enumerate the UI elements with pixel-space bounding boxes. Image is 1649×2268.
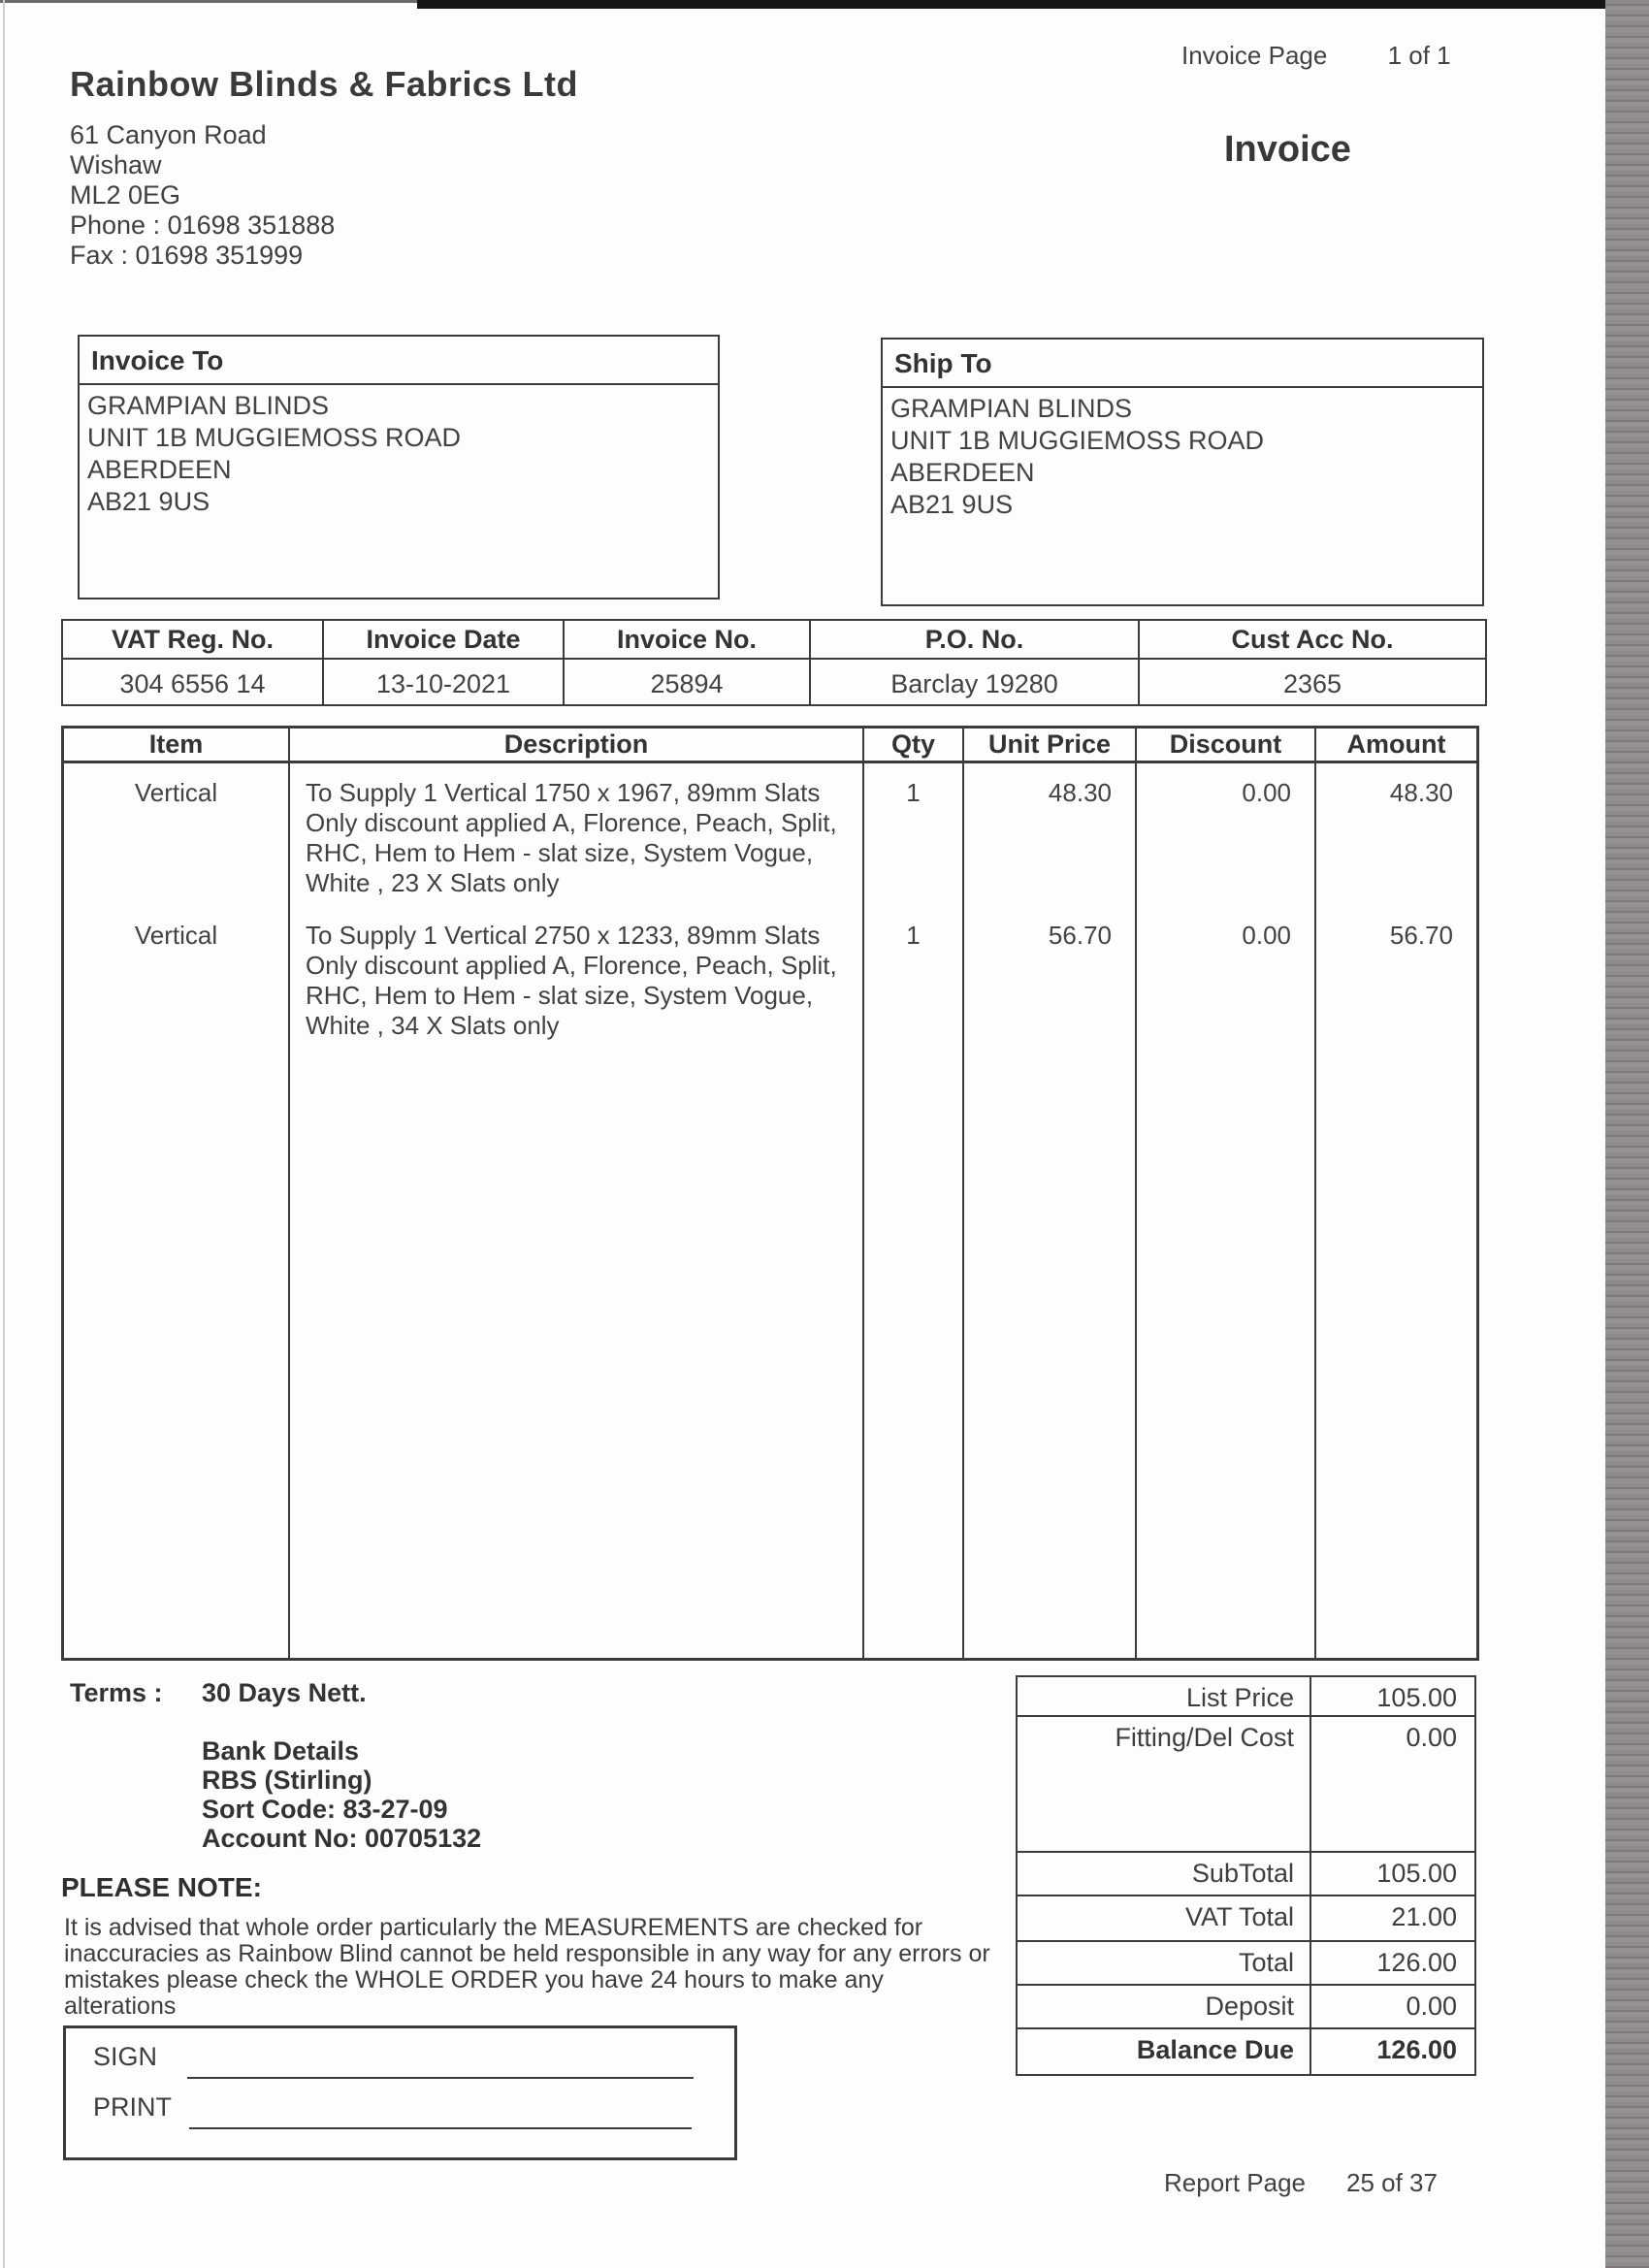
bank-details-heading: Bank Details xyxy=(202,1736,360,1766)
invoice-to-line: ABERDEEN xyxy=(87,455,232,484)
ship-to-line: UNIT 1B MUGGIEMOSS ROAD xyxy=(890,426,1265,455)
company-header xyxy=(70,64,578,271)
please-note-line: mistakes please check the WHOLE ORDER you have 24 hours to make any alterations xyxy=(64,1966,884,2020)
description-cell xyxy=(290,763,864,906)
qty-cell: 1 xyxy=(864,906,964,1049)
sign-line[interactable] xyxy=(187,2077,694,2079)
totals-row-total xyxy=(1018,1942,1474,1986)
items-filler-cell xyxy=(1137,1049,1316,1658)
company-address xyxy=(70,120,578,271)
scan-edge-left-line xyxy=(3,0,5,2268)
totals-row-vat-total xyxy=(1018,1896,1474,1942)
items-header-unit-price: Unit Price xyxy=(964,729,1137,763)
totals-value: 126.00 xyxy=(1376,2035,1457,2064)
scan-edge-top-thin xyxy=(0,0,446,3)
totals-row-list-price xyxy=(1018,1677,1474,1717)
invoice-to-line: AB21 9US xyxy=(87,487,210,516)
company-phone: Phone : 01698 351888 xyxy=(70,211,336,240)
ship-to-line: ABERDEEN xyxy=(890,458,1035,487)
scan-edge-right-strip xyxy=(1605,0,1649,2268)
items-filler-cell xyxy=(964,1049,1137,1658)
invoice-to-address xyxy=(80,385,718,518)
invoice-page-value: 1 of 1 xyxy=(1387,41,1451,70)
company-address-line: Wishaw xyxy=(70,150,162,179)
line-items-table xyxy=(61,726,1479,1661)
company-name: Rainbow Blinds & Fabrics Ltd xyxy=(70,64,579,104)
description-line: White , 23 X Slats only xyxy=(306,868,560,897)
totals-label: Deposit xyxy=(1018,1986,1311,2027)
totals-label: Total xyxy=(1018,1942,1311,1984)
invoice-info-table xyxy=(61,619,1487,706)
items-filler-cell xyxy=(290,1049,864,1658)
company-address-line: ML2 0EG xyxy=(70,180,181,210)
totals-label: Balance Due xyxy=(1018,2029,1311,2074)
totals-label: VAT Total xyxy=(1018,1896,1311,1940)
sign-label: SIGN xyxy=(93,2042,158,2071)
amount-cell: 56.70 xyxy=(1389,921,1453,950)
invoice-to-line: GRAMPIAN BLINDS xyxy=(87,391,330,420)
company-fax: Fax : 01698 351999 xyxy=(70,241,304,270)
info-header-vat: VAT Reg. No. xyxy=(63,621,324,660)
description-line: Only discount applied A, Florence, Peach, Split, xyxy=(306,808,837,837)
items-header-description: Description xyxy=(290,729,864,763)
ship-to-label: Ship To xyxy=(883,340,1482,388)
items-header-qty: Qty xyxy=(864,729,964,763)
item-cell: Vertical xyxy=(64,763,290,906)
unit-price-cell: 56.70 xyxy=(964,906,1137,1049)
description-line: White , 34 X Slats only xyxy=(306,1011,560,1040)
report-page-label: Report Page xyxy=(1164,2168,1306,2197)
info-header-date: Invoice Date xyxy=(324,621,565,660)
bank-sort-code: Sort Code: 83-27-09 xyxy=(202,1795,448,1824)
info-value-vat: 304 6556 14 xyxy=(63,660,324,704)
info-value-cust-acc: 2365 xyxy=(1282,668,1342,698)
info-value-date: 13-10-2021 xyxy=(324,660,565,704)
please-note-line: It is advised that whole order particularly the MEASUREMENTS are checked for xyxy=(64,1914,923,1941)
discount-cell: 0.00 xyxy=(1137,763,1316,906)
ship-to-line: GRAMPIAN BLINDS xyxy=(890,394,1133,423)
bank-name: RBS (Stirling) xyxy=(202,1766,372,1795)
description-line: To Supply 1 Vertical 1750 x 1967, 89mm Slats xyxy=(306,778,821,807)
totals-box xyxy=(1016,1675,1476,2076)
items-header-amount: Amount xyxy=(1316,729,1476,763)
ship-to-line: AB21 9US xyxy=(890,490,1014,519)
info-header-invoice-no: Invoice No. xyxy=(565,621,811,660)
ship-to-box xyxy=(881,338,1484,606)
totals-value: 105.00 xyxy=(1376,1859,1457,1888)
description-line: Only discount applied A, Florence, Peach, Split, xyxy=(306,951,837,980)
print-label: PRINT xyxy=(93,2092,172,2122)
description-cell xyxy=(290,906,864,1049)
please-note-text xyxy=(64,1915,995,2020)
terms-label: Terms : xyxy=(70,1678,163,1707)
qty-cell: 1 xyxy=(864,763,964,906)
company-address-line: 61 Canyon Road xyxy=(70,120,267,149)
terms-value: 30 Days Nett. xyxy=(202,1678,367,1707)
invoice-page-indicator xyxy=(1181,41,1451,71)
totals-row-subtotal xyxy=(1018,1853,1474,1896)
totals-value: 0.00 xyxy=(1406,1992,1457,2021)
totals-value: 126.00 xyxy=(1376,1948,1457,1977)
description-line: RHC, Hem to Hem - slat size, System Vogue, xyxy=(306,838,814,867)
item-cell: Vertical xyxy=(64,906,290,1049)
description-line: To Supply 1 Vertical 2750 x 1233, 89mm Slats xyxy=(306,921,821,950)
totals-value: 0.00 xyxy=(1406,1723,1457,1752)
totals-row-deposit xyxy=(1018,1986,1474,2029)
invoice-to-box xyxy=(78,335,720,599)
items-filler-cell xyxy=(1316,1049,1476,1658)
please-note-line: inaccuracies as Rainbow Blind cannot be held responsible in any way for any errors or xyxy=(64,1940,990,1967)
scan-edge-top-thick xyxy=(417,0,1620,9)
items-header-discount: Discount xyxy=(1137,729,1316,763)
report-page-value: 25 of 37 xyxy=(1346,2168,1438,2197)
invoice-to-label: Invoice To xyxy=(80,337,718,385)
totals-label: Fitting/Del Cost xyxy=(1018,1717,1311,1851)
unit-price-cell: 48.30 xyxy=(964,763,1137,906)
print-line[interactable] xyxy=(189,2127,692,2129)
totals-label: SubTotal xyxy=(1018,1853,1311,1895)
ship-to-address xyxy=(883,388,1482,521)
description-line: RHC, Hem to Hem - slat size, System Vogue, xyxy=(306,981,814,1010)
info-header-po: P.O. No. xyxy=(811,621,1140,660)
amount-cell: 48.30 xyxy=(1389,778,1453,807)
totals-label: List Price xyxy=(1018,1677,1311,1715)
bank-account-no: Account No: 00705132 xyxy=(202,1824,482,1853)
items-filler-cell xyxy=(864,1049,964,1658)
totals-value: 105.00 xyxy=(1376,1683,1457,1712)
please-note-heading: PLEASE NOTE: xyxy=(61,1872,262,1902)
items-filler-cell xyxy=(64,1049,290,1658)
invoice-title: Invoice xyxy=(1224,129,1351,170)
totals-row-balance-due xyxy=(1018,2029,1474,2074)
info-value-invoice-no: 25894 xyxy=(565,660,811,704)
bank-details xyxy=(202,1736,481,1853)
invoice-to-line: UNIT 1B MUGGIEMOSS ROAD xyxy=(87,423,462,452)
invoice-page-label: Invoice Page xyxy=(1181,41,1328,70)
items-header-item: Item xyxy=(64,729,290,763)
discount-cell: 0.00 xyxy=(1137,906,1316,1049)
totals-row-fitting-del-cost xyxy=(1018,1717,1474,1853)
info-value-po: Barclay 19280 xyxy=(811,660,1140,704)
totals-value: 21.00 xyxy=(1391,1902,1457,1931)
signature-box xyxy=(63,2025,737,2160)
info-header-cust-acc: Cust Acc No. xyxy=(1140,621,1485,660)
